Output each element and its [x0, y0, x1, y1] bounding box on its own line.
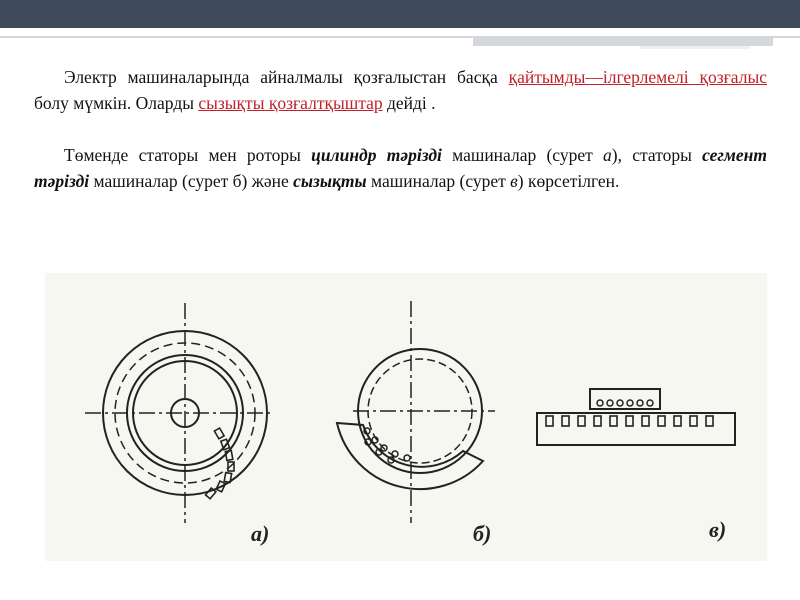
emphasis-cylindrical: цилиндр тәрізді — [311, 145, 442, 165]
paragraph-1-part-2: болу мүмкін. Оларды — [34, 93, 199, 113]
header-decoration-highlight — [640, 46, 750, 49]
paragraph-2-part-6: ) көрсетілген. — [517, 171, 620, 191]
emphasis-segment: сегмент тәрізді — [34, 145, 767, 191]
paragraph-2-part-5: машиналар (сурет — [366, 171, 511, 191]
cylindrical-machine-drawing — [85, 303, 273, 523]
header-decoration-block — [473, 38, 773, 46]
paragraph-1 — [34, 64, 767, 116]
machines-figure — [45, 273, 767, 561]
linear-machine-drawing — [537, 389, 735, 445]
paragraph-1-part-3: дейді . — [382, 93, 436, 113]
machines-diagram — [45, 273, 767, 561]
caption-b: б) — [473, 521, 492, 546]
paragraph-2-part-2: машиналар (сурет — [441, 145, 604, 165]
emphasis-linear: сызықты — [293, 171, 367, 191]
figure-ref-a: а — [603, 145, 612, 165]
figure-ref-v: в — [510, 171, 518, 191]
header-bar — [0, 0, 800, 28]
slide-number: 6 — [763, 6, 774, 26]
paragraph-2-part-4: машиналар (сурет б) және — [89, 171, 294, 191]
segment-machine-drawing — [337, 301, 495, 523]
paragraph-2-part-3: ), статоры — [611, 145, 703, 165]
highlight-linear-motors: сызықты қозғалтқыштар — [198, 93, 383, 113]
paragraph-2-part-1: Төменде статоры мен роторы — [64, 145, 312, 165]
caption-a: а) — [251, 521, 270, 546]
highlight-reciprocating-motion: қайтымды—ілгерлемелі қозғалыс — [508, 67, 767, 87]
paragraph-1-part-1: Электр машиналарында айналмалы қозғалыстан басқа — [64, 67, 509, 87]
paragraph-2 — [34, 142, 767, 194]
caption-v: в) — [709, 517, 727, 542]
slide-text — [34, 64, 767, 194]
